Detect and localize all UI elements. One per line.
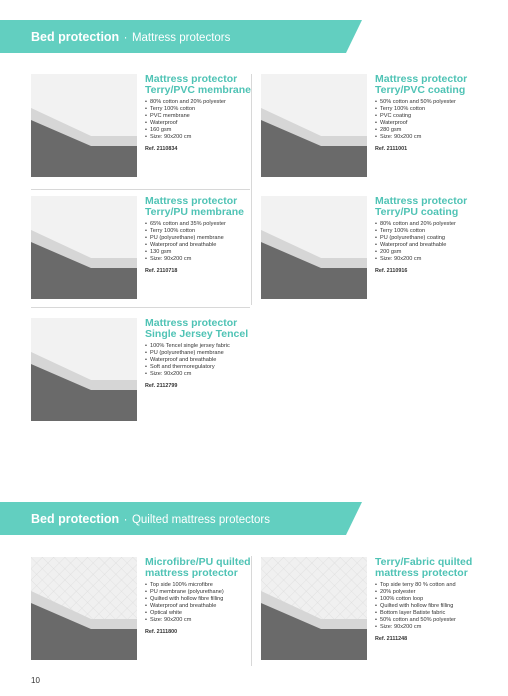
product-photo bbox=[31, 74, 137, 182]
banner-subtitle: Mattress protectors bbox=[131, 32, 231, 44]
feature-item: • Terry 100% cotton bbox=[375, 228, 485, 235]
feature-item: • PVC coating bbox=[375, 113, 485, 120]
product-title: Mattress protector Terry/PVC coating bbox=[375, 73, 468, 96]
product-title: Mattress protector Single Jersey Tencel bbox=[145, 317, 249, 340]
product-features bbox=[375, 582, 485, 631]
feature-item: • PU (polyurethane) membrane bbox=[145, 350, 255, 357]
feature-item: • Size: 90x200 cm bbox=[375, 256, 485, 263]
quilted-mattress-protector-image bbox=[31, 557, 137, 660]
product-features bbox=[145, 99, 255, 141]
feature-item: • 280 gsm bbox=[375, 127, 485, 134]
feature-item: • Quilted with hollow fibre filling bbox=[145, 596, 255, 603]
banner-separator: · bbox=[123, 32, 128, 44]
banner-label bbox=[31, 20, 230, 53]
feature-item: • Optical white bbox=[145, 610, 255, 617]
feature-item: • Bottom layer Batiste fabric bbox=[375, 610, 485, 617]
banner-label bbox=[31, 502, 270, 535]
product-ref: Ref. 2111001 bbox=[375, 146, 408, 152]
feature-item: • Waterproof and breathable bbox=[375, 242, 485, 249]
product-title: Mattress protector Terry/PU coating bbox=[375, 195, 468, 218]
feature-item: • Terry 100% cotton bbox=[145, 228, 255, 235]
feature-item: • 80% cotton and 20% polyester bbox=[145, 99, 255, 106]
banner-title: Bed protection bbox=[31, 512, 120, 526]
product-ref: Ref. 2110916 bbox=[375, 268, 408, 274]
banner-title: Bed protection bbox=[31, 30, 120, 44]
mattress-protector-image bbox=[261, 196, 367, 299]
feature-item: • PU (polyurethane) membrane bbox=[145, 235, 255, 242]
feature-item: • Size: 90x200 cm bbox=[145, 371, 255, 378]
banner-separator: · bbox=[123, 514, 128, 526]
feature-item: • 100% cotton loop bbox=[375, 596, 485, 603]
product-ref: Ref. 2111800 bbox=[145, 629, 178, 635]
feature-item: • Size: 90x200 cm bbox=[145, 617, 255, 624]
feature-item: • Size: 90x200 cm bbox=[145, 134, 255, 141]
feature-item: • 100% Tencel single jersey fabric bbox=[145, 343, 255, 350]
section-banner-quilted-mattress-protectors bbox=[0, 502, 362, 535]
feature-item: • Terry 100% cotton bbox=[145, 106, 255, 113]
product-features bbox=[145, 582, 255, 624]
page-number: 10 bbox=[31, 676, 40, 685]
row-divider bbox=[31, 307, 250, 308]
feature-item: • Size: 90x200 cm bbox=[375, 134, 485, 141]
feature-item: • Waterproof bbox=[375, 120, 485, 127]
feature-item: • Terry 100% cotton bbox=[375, 106, 485, 113]
product-photo bbox=[261, 196, 367, 304]
banner-subtitle: Quilted mattress protectors bbox=[131, 514, 271, 526]
feature-item: • 20% polyester bbox=[375, 589, 485, 596]
product-title: Mattress protector Terry/PVC membrane bbox=[145, 73, 252, 96]
feature-item: • Waterproof and breathable bbox=[145, 242, 255, 249]
feature-item: • 130 gsm bbox=[145, 249, 255, 256]
product-photo bbox=[31, 557, 137, 665]
product-photo bbox=[261, 557, 367, 665]
feature-item: • Size: 90x200 cm bbox=[145, 256, 255, 263]
product-features bbox=[375, 99, 485, 141]
product-features bbox=[145, 343, 255, 378]
product-ref: Ref. 2112799 bbox=[145, 383, 178, 389]
product-ref: Ref. 2110718 bbox=[145, 268, 178, 274]
feature-item: • PU membrane (polyurethane) bbox=[145, 589, 255, 596]
feature-item: • Soft and thermoregulatory bbox=[145, 364, 255, 371]
product-features bbox=[375, 221, 485, 263]
feature-item: • Top side terry 80 % cotton and bbox=[375, 582, 485, 589]
feature-item: • Waterproof and breathable bbox=[145, 603, 255, 610]
product-photo bbox=[31, 196, 137, 304]
product-photo bbox=[261, 74, 367, 182]
mattress-protector-image bbox=[261, 74, 367, 177]
feature-item: • 50% cotton and 50% polyester bbox=[375, 617, 485, 624]
feature-item: • 160 gsm bbox=[145, 127, 255, 134]
feature-item: • PU (polyurethane) coating bbox=[375, 235, 485, 242]
product-title: Terry/Fabric quilted mattress protector bbox=[375, 556, 473, 579]
feature-item: • Quilted with hollow fibre filling bbox=[375, 603, 485, 610]
product-features bbox=[145, 221, 255, 263]
mattress-protector-image bbox=[31, 196, 137, 299]
quilted-mattress-protector-image bbox=[261, 557, 367, 660]
product-title: Microfibre/PU quilted mattress protector bbox=[145, 556, 251, 579]
feature-item: • 200 gsm bbox=[375, 249, 485, 256]
feature-item: • Top side 100% microfibre bbox=[145, 582, 255, 589]
feature-item: • PVC membrane bbox=[145, 113, 255, 120]
product-ref: Ref. 2111248 bbox=[375, 636, 408, 642]
feature-item: • 65% cotton and 35% polyester bbox=[145, 221, 255, 228]
feature-item: • 80% cotton and 20% polyester bbox=[375, 221, 485, 228]
feature-item: • Waterproof and breathable bbox=[145, 357, 255, 364]
row-divider bbox=[31, 189, 250, 190]
mattress-protector-image bbox=[31, 74, 137, 177]
mattress-protector-image bbox=[31, 318, 137, 421]
section-banner-mattress-protectors bbox=[0, 20, 362, 53]
feature-item: • Size: 90x200 cm bbox=[375, 624, 485, 631]
product-ref: Ref. 2110834 bbox=[145, 146, 178, 152]
product-photo bbox=[31, 318, 137, 426]
feature-item: • 50% cotton and 50% polyester bbox=[375, 99, 485, 106]
feature-item: • Waterproof bbox=[145, 120, 255, 127]
product-title: Mattress protector Terry/PU membrane bbox=[145, 195, 245, 218]
